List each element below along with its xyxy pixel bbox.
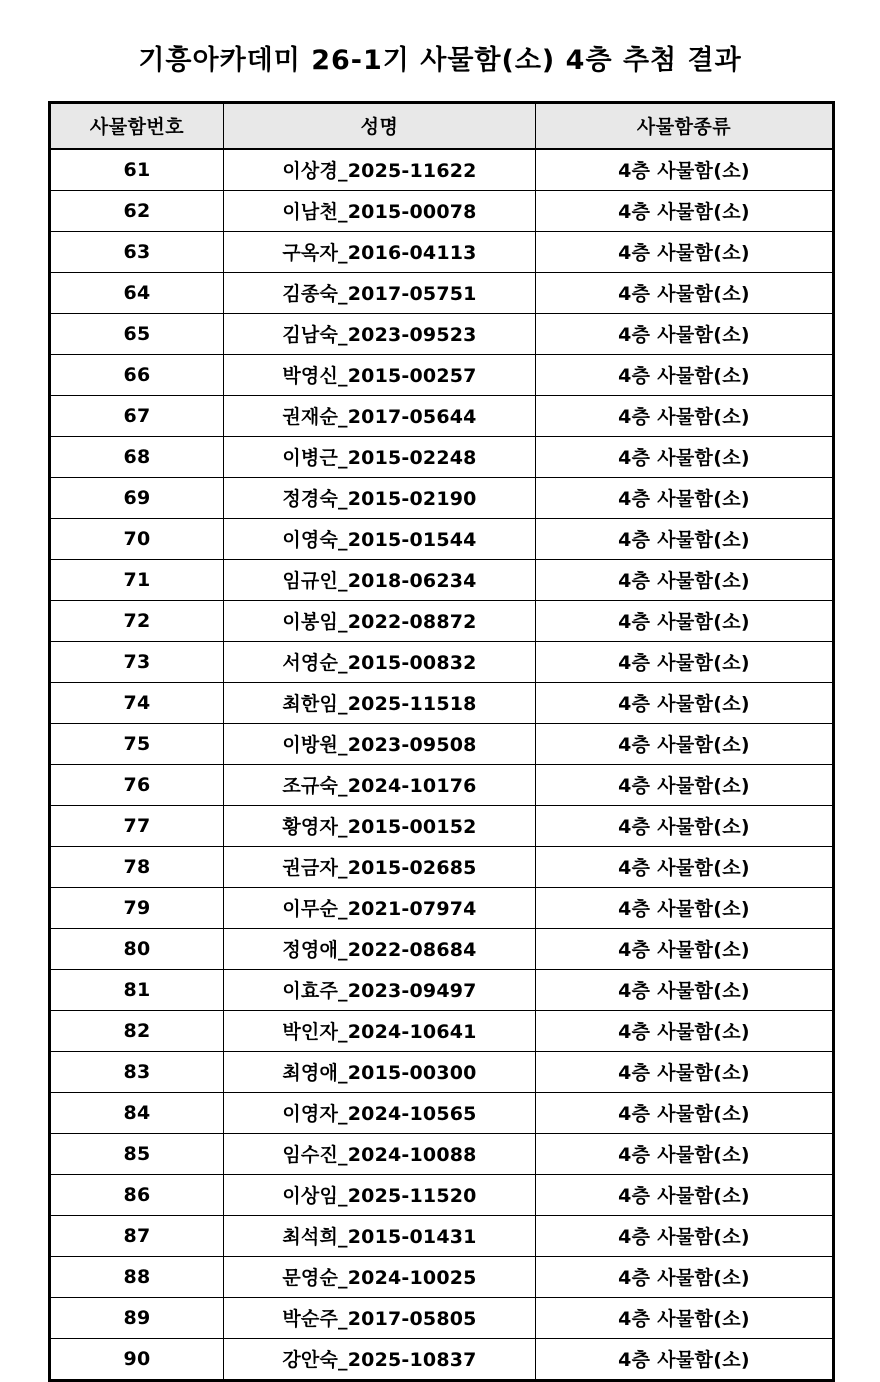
cell-locker-number: 84 <box>50 1093 224 1134</box>
cell-locker-type: 4층 사물함(소) <box>536 683 834 724</box>
table-row <box>50 478 834 519</box>
cell-locker-number: 87 <box>50 1216 224 1257</box>
table-row <box>50 683 834 724</box>
cell-locker-number: 90 <box>50 1339 224 1381</box>
cell-locker-number: 68 <box>50 437 224 478</box>
cell-name: 구옥자_2016-04113 <box>224 232 536 273</box>
locker-assignment-table <box>48 101 835 1382</box>
table-container <box>0 101 880 1382</box>
cell-name: 이무순_2021-07974 <box>224 888 536 929</box>
table-row <box>50 1011 834 1052</box>
cell-name: 이남천_2015-00078 <box>224 191 536 232</box>
cell-locker-type: 4층 사물함(소) <box>536 765 834 806</box>
cell-name: 권금자_2015-02685 <box>224 847 536 888</box>
cell-locker-number: 75 <box>50 724 224 765</box>
cell-locker-number: 66 <box>50 355 224 396</box>
table-row <box>50 601 834 642</box>
table-row <box>50 806 834 847</box>
cell-name: 이병근_2015-02248 <box>224 437 536 478</box>
cell-locker-type: 4층 사물함(소) <box>536 560 834 601</box>
cell-locker-number: 78 <box>50 847 224 888</box>
cell-locker-type: 4층 사물함(소) <box>536 355 834 396</box>
table-row <box>50 519 834 560</box>
cell-locker-number: 61 <box>50 149 224 191</box>
table-row <box>50 642 834 683</box>
cell-name: 이영숙_2015-01544 <box>224 519 536 560</box>
cell-name: 최석희_2015-01431 <box>224 1216 536 1257</box>
table-row <box>50 765 834 806</box>
cell-name: 이상임_2025-11520 <box>224 1175 536 1216</box>
table-row <box>50 1298 834 1339</box>
cell-name: 박인자_2024-10641 <box>224 1011 536 1052</box>
cell-name: 권재순_2017-05644 <box>224 396 536 437</box>
cell-locker-type: 4층 사물함(소) <box>536 1298 834 1339</box>
cell-name: 정영애_2022-08684 <box>224 929 536 970</box>
cell-locker-number: 81 <box>50 970 224 1011</box>
table-row <box>50 355 834 396</box>
cell-locker-type: 4층 사물함(소) <box>536 601 834 642</box>
column-header-name: 성명 <box>224 103 536 150</box>
cell-name: 박순주_2017-05805 <box>224 1298 536 1339</box>
cell-locker-number: 70 <box>50 519 224 560</box>
cell-locker-number: 63 <box>50 232 224 273</box>
table-row <box>50 396 834 437</box>
cell-locker-number: 85 <box>50 1134 224 1175</box>
table-row <box>50 1175 834 1216</box>
cell-locker-type: 4층 사물함(소) <box>536 1134 834 1175</box>
cell-locker-number: 76 <box>50 765 224 806</box>
cell-name: 이상경_2025-11622 <box>224 149 536 191</box>
cell-locker-number: 83 <box>50 1052 224 1093</box>
table-header-row <box>50 103 834 150</box>
cell-locker-number: 64 <box>50 273 224 314</box>
table-row <box>50 1093 834 1134</box>
cell-locker-type: 4층 사물함(소) <box>536 970 834 1011</box>
cell-locker-type: 4층 사물함(소) <box>536 149 834 191</box>
cell-locker-type: 4층 사물함(소) <box>536 806 834 847</box>
table-row <box>50 929 834 970</box>
table-row <box>50 314 834 355</box>
cell-locker-type: 4층 사물함(소) <box>536 191 834 232</box>
table-row <box>50 847 834 888</box>
table-row <box>50 970 834 1011</box>
cell-locker-type: 4층 사물함(소) <box>536 1011 834 1052</box>
cell-name: 이영자_2024-10565 <box>224 1093 536 1134</box>
cell-name: 박영신_2015-00257 <box>224 355 536 396</box>
table-row <box>50 191 834 232</box>
table-row <box>50 888 834 929</box>
cell-name: 정경숙_2015-02190 <box>224 478 536 519</box>
cell-locker-number: 77 <box>50 806 224 847</box>
cell-name: 최영애_2015-00300 <box>224 1052 536 1093</box>
cell-locker-type: 4층 사물함(소) <box>536 929 834 970</box>
cell-name: 조규숙_2024-10176 <box>224 765 536 806</box>
cell-locker-type: 4층 사물함(소) <box>536 847 834 888</box>
cell-name: 이방원_2023-09508 <box>224 724 536 765</box>
table-row <box>50 1216 834 1257</box>
cell-name: 황영자_2015-00152 <box>224 806 536 847</box>
cell-locker-type: 4층 사물함(소) <box>536 273 834 314</box>
cell-name: 최한임_2025-11518 <box>224 683 536 724</box>
cell-locker-number: 88 <box>50 1257 224 1298</box>
cell-locker-type: 4층 사물함(소) <box>536 1257 834 1298</box>
cell-locker-number: 62 <box>50 191 224 232</box>
cell-name: 이효주_2023-09497 <box>224 970 536 1011</box>
cell-locker-type: 4층 사물함(소) <box>536 396 834 437</box>
table-row <box>50 273 834 314</box>
cell-name: 문영순_2024-10025 <box>224 1257 536 1298</box>
table-row <box>50 560 834 601</box>
table-row <box>50 1134 834 1175</box>
cell-locker-type: 4층 사물함(소) <box>536 232 834 273</box>
cell-locker-type: 4층 사물함(소) <box>536 1216 834 1257</box>
cell-locker-type: 4층 사물함(소) <box>536 1052 834 1093</box>
cell-name: 강안숙_2025-10837 <box>224 1339 536 1381</box>
cell-locker-type: 4층 사물함(소) <box>536 1339 834 1381</box>
table-row <box>50 1052 834 1093</box>
cell-locker-number: 86 <box>50 1175 224 1216</box>
cell-name: 임규인_2018-06234 <box>224 560 536 601</box>
cell-locker-number: 80 <box>50 929 224 970</box>
cell-locker-number: 67 <box>50 396 224 437</box>
cell-locker-type: 4층 사물함(소) <box>536 437 834 478</box>
table-row <box>50 724 834 765</box>
table-row <box>50 149 834 191</box>
cell-name: 임수진_2024-10088 <box>224 1134 536 1175</box>
table-row <box>50 437 834 478</box>
cell-locker-type: 4층 사물함(소) <box>536 478 834 519</box>
cell-locker-number: 79 <box>50 888 224 929</box>
cell-locker-type: 4층 사물함(소) <box>536 642 834 683</box>
cell-name: 서영순_2015-00832 <box>224 642 536 683</box>
cell-locker-number: 82 <box>50 1011 224 1052</box>
cell-locker-number: 71 <box>50 560 224 601</box>
cell-locker-number: 74 <box>50 683 224 724</box>
cell-locker-number: 89 <box>50 1298 224 1339</box>
cell-locker-number: 69 <box>50 478 224 519</box>
table-header <box>50 103 834 150</box>
cell-locker-type: 4층 사물함(소) <box>536 888 834 929</box>
cell-locker-type: 4층 사물함(소) <box>536 1093 834 1134</box>
cell-locker-number: 65 <box>50 314 224 355</box>
column-header-locker-number: 사물함번호 <box>50 103 224 150</box>
cell-name: 이봉임_2022-08872 <box>224 601 536 642</box>
column-header-locker-type: 사물함종류 <box>536 103 834 150</box>
table-row <box>50 232 834 273</box>
table-row <box>50 1339 834 1381</box>
cell-locker-type: 4층 사물함(소) <box>536 519 834 560</box>
cell-locker-number: 72 <box>50 601 224 642</box>
cell-name: 김남숙_2023-09523 <box>224 314 536 355</box>
page-title: 기흥아카데미 26-1기 사물함(소) 4층 추첨 결과 <box>138 45 742 76</box>
cell-locker-type: 4층 사물함(소) <box>536 314 834 355</box>
table-row <box>50 1257 834 1298</box>
cell-name: 김종숙_2017-05751 <box>224 273 536 314</box>
table-body <box>50 149 834 1381</box>
cell-locker-type: 4층 사물함(소) <box>536 1175 834 1216</box>
cell-locker-number: 73 <box>50 642 224 683</box>
cell-locker-type: 4층 사물함(소) <box>536 724 834 765</box>
